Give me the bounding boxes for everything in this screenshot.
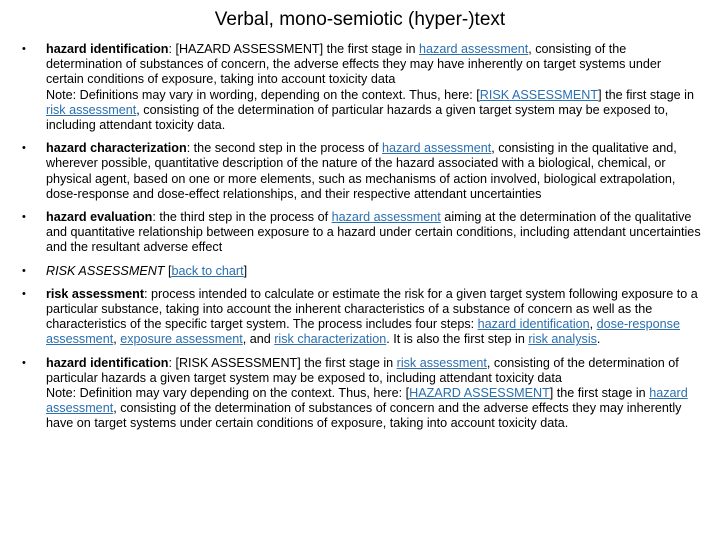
- bullet-icon: •: [22, 264, 26, 277]
- link-risk-assessment[interactable]: risk assessment: [396, 355, 487, 370]
- link-hazard-assessment[interactable]: hazard assessment: [382, 141, 492, 156]
- bullet-icon: •: [22, 356, 26, 369]
- term-label: hazard identification: [46, 355, 169, 370]
- link-hazard-assessment[interactable]: hazard assessment: [331, 210, 441, 225]
- bracket-close: ]: [243, 263, 248, 278]
- note-lead: Note: Definition may vary depending on the context. Thus, here: [: [46, 386, 410, 401]
- list-item-hazard-identification-1: [22, 42, 702, 133]
- note-text: [46, 386, 702, 432]
- definition-text: : [HAZARD ASSESSMENT] the first stage in: [168, 42, 420, 56]
- note-text-part: ] the first stage in: [598, 87, 694, 102]
- definition-list: [22, 42, 702, 440]
- definition-text: : the third step in the process of: [152, 210, 332, 225]
- section-heading: RISK ASSESSMENT: [46, 263, 165, 278]
- definition-text: , consisting in the qualitative and, wherever possible, quantitative description of the nature of the hazard associated with a biological, chemical, or physical agent, based on one or more elements, such as mechanisms of action involved, biological extrapolation, dose-response and dose-effect relationships, and their respective attendant uncertainties: [46, 141, 677, 201]
- definition-text: , consisting of the determination of substances of concern, the adverse effects they may have inherently on target systems under certain conditions of exposure, taking into account toxicity data: [46, 42, 662, 87]
- back-to-chart-link[interactable]: back to chart: [171, 263, 244, 278]
- definition-text: : process intended to calculate or estimate the risk for a given target system following exposure to a particular substance, taking into account the inherent characteristics of a substance of concern as well as the characteristics of the specific target system. The process includes four steps:: [46, 286, 698, 332]
- link-risk-analysis[interactable]: risk analysis: [528, 332, 597, 347]
- page-title: Verbal, mono-semiotic (hyper-)text: [214, 9, 506, 30]
- link-dose-response-assessment[interactable]: dose-response assessment: [46, 317, 680, 347]
- note-text-part: , consisting of the determination of substances of concern and the adverse effects they may inherently have on target systems under certain conditions of exposure, taking into account toxicity data.: [46, 401, 682, 431]
- note-lead: Note: Definitions may vary in wording, depending on the context. Thus, here: [: [46, 87, 480, 102]
- list-item-hazard-evaluation: [22, 210, 702, 256]
- separator-text: ,: [589, 317, 597, 332]
- definition-text: .: [596, 332, 601, 347]
- term-label: hazard identification: [46, 42, 169, 56]
- link-hazard-assessment[interactable]: hazard assessment: [419, 42, 529, 56]
- definition-text: . It is also the first step in: [386, 332, 529, 347]
- link-risk-characterization[interactable]: risk characterization: [274, 332, 387, 347]
- separator-text: , and: [242, 332, 275, 347]
- note-text: [46, 88, 702, 134]
- list-item-risk-assessment: [22, 287, 702, 348]
- bullet-icon: •: [22, 142, 26, 155]
- link-exposure-assessment[interactable]: exposure assessment: [120, 332, 243, 347]
- separator-text: ,: [113, 332, 121, 347]
- item-text: [46, 356, 702, 432]
- item-text: [46, 42, 702, 133]
- item-text: [46, 210, 701, 254]
- note-text-part: , consisting of the determination of particular hazards a given target system may be exposed to, including attendant toxicity data.: [46, 102, 669, 133]
- note-text-part: ] the first stage in: [549, 386, 650, 401]
- list-item-risk-assessment-heading: [22, 264, 702, 279]
- definition-text: aiming at the determination of the qualitative and quantitative relationship between exposure to a hazard under certain conditions, including attendant uncertainties and the resultant adverse effect: [46, 210, 701, 255]
- term-label: hazard evaluation: [46, 210, 153, 225]
- term-label: risk assessment: [46, 286, 145, 301]
- bullet-icon: •: [22, 287, 26, 300]
- link-hazard-assessment[interactable]: hazard assessment: [46, 386, 688, 416]
- bullet-icon: •: [22, 211, 26, 224]
- list-item-hazard-characterization: [22, 141, 702, 202]
- link-risk-assessment[interactable]: risk assessment: [46, 102, 137, 117]
- item-text: [46, 287, 698, 347]
- bullet-icon: •: [22, 43, 26, 55]
- bracket-open: [: [164, 263, 172, 278]
- link-risk-assessment-section[interactable]: RISK ASSESSMENT: [479, 87, 599, 102]
- definition-text: : [RISK ASSESSMENT] the first stage in: [168, 355, 397, 370]
- term-label: hazard characterization: [46, 141, 187, 156]
- link-hazard-assessment-section[interactable]: HAZARD ASSESSMENT: [409, 386, 550, 401]
- list-item-hazard-identification-2: [22, 356, 702, 432]
- definition-text: , consisting of the determination of particular hazards a given target system may be exposed to, including attendant toxicity data: [46, 355, 679, 385]
- link-hazard-identification[interactable]: hazard identification: [477, 317, 590, 332]
- item-text: [46, 264, 247, 278]
- definition-text: : the second step in the process of: [186, 141, 383, 156]
- item-text: [46, 141, 677, 201]
